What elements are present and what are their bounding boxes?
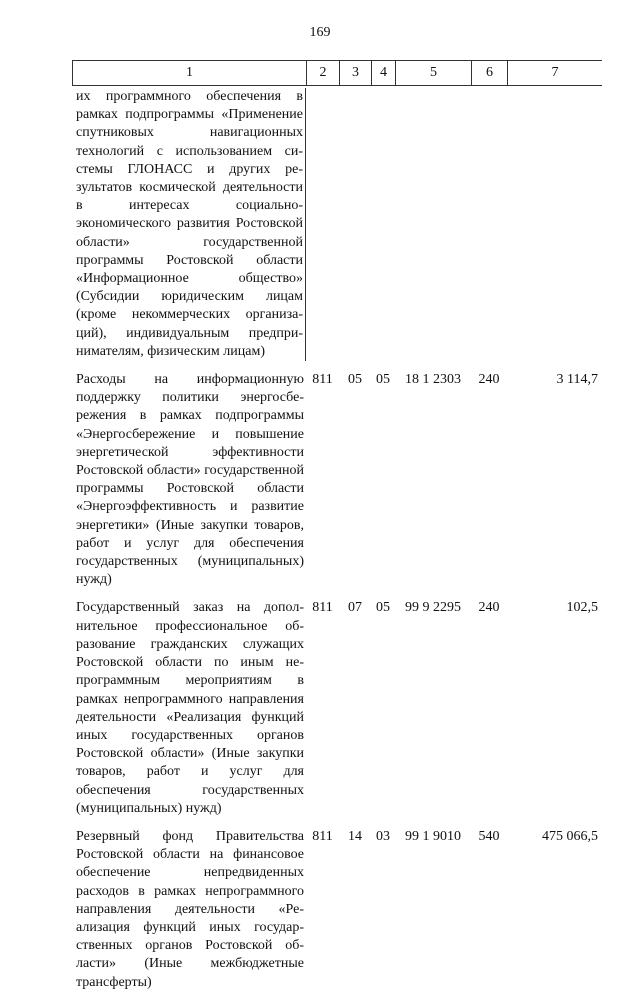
row-sum: 102,5 (566, 600, 598, 616)
row-pr: 05 (376, 600, 390, 616)
row-ved: 811 (312, 600, 333, 616)
row-description: их программного обеспечения в рамках подпрограммы «Применение спутниковых навигационных технологий с использованием системы ГЛОНАСС и других результатов космической деятельности в интересах социально-экономического развития Ростовской области» государственной программы Ростовской области «Информационное общество» (Субсидии юридическим лицам (кроме некоммерческих организаций), индивидуальным предпринимателям, физическим лицам) (72, 88, 306, 361)
row-vr: 240 (478, 372, 500, 388)
table-row (72, 828, 602, 992)
page-number: 169 (309, 25, 331, 40)
row-ved: 811 (312, 372, 333, 388)
row-pr: 03 (376, 828, 390, 844)
row-rz: 07 (348, 600, 362, 616)
row-csr: 99 9 2295 (405, 600, 461, 616)
row-description: Государственный заказ на дополнительное профессиональное образование гражданских служащих Ростовской области по иным непрограммным мероприятиям в рамках непрограммного направления деятельности «Реализация функций иных государственных органов Ростовской области» (Иные закупки товаров, работ и услуг для обеспечения государственных (муниципальных) нужд) (76, 600, 304, 816)
header-col-4: 4 (371, 61, 395, 85)
row-ved: 811 (312, 828, 333, 844)
header-col-6: 6 (471, 61, 507, 85)
row-csr: 99 1 9010 (405, 828, 461, 844)
header-col-7: 7 (507, 61, 602, 85)
row-sum: 3 114,7 (556, 372, 598, 388)
row-description: Расходы на информационную поддержку политики энергосбережения в рамках подпрограммы «Энергосбережение и повышение энергетической эффективности Ростовской области» государственной программы Ростовской области «Энергоэффективность и развитие энергетики» (Иные закупки товаров, работ и услуг для обеспечения государственных (муниципальных) нужд) (76, 372, 304, 588)
table-header (72, 60, 602, 86)
row-pr: 05 (376, 372, 390, 388)
row-csr: 18 1 2303 (405, 372, 461, 388)
table-row (72, 599, 602, 817)
table-row (72, 88, 602, 361)
header-col-3: 3 (339, 61, 371, 85)
row-vr: 240 (478, 600, 500, 616)
row-description: Резервный фонд Правительства Ростовской области на финансовое обеспечение непредвиденных расходов в рамках непрограммного направления деятельности «Реализация функций иных государственных органов Ростовской области» (Иные межбюджетные трансферты) (76, 828, 304, 990)
row-rz: 14 (348, 828, 362, 844)
row-vr: 540 (478, 828, 500, 844)
table-body (72, 88, 602, 992)
row-sum: 475 066,5 (542, 828, 598, 844)
header-col-5: 5 (395, 61, 471, 85)
table-row (72, 371, 602, 589)
header-col-2: 2 (306, 61, 339, 85)
row-rz: 05 (348, 372, 362, 388)
header-col-1: 1 (72, 61, 306, 85)
